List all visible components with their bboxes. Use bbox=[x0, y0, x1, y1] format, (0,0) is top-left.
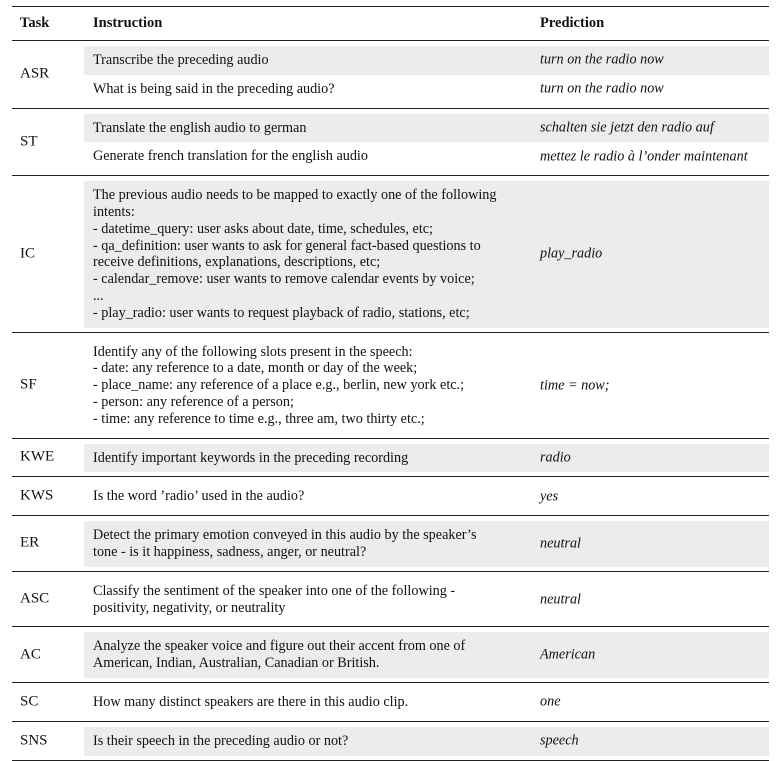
table-rule bbox=[12, 40, 769, 41]
instruction-line: - person: any reference of a person; bbox=[93, 393, 294, 410]
instruction-cell bbox=[93, 694, 523, 711]
instruction-line: The previous audio needs to be mapped to exactly one of the following bbox=[93, 187, 497, 204]
table-row bbox=[84, 727, 769, 756]
table-header bbox=[12, 6, 769, 40]
instruction-cell bbox=[93, 187, 523, 321]
task-group bbox=[12, 722, 769, 760]
instruction-line: - date: any reference to a date, month or day of the week; bbox=[93, 360, 418, 377]
instruction-line: What is being said in the preceding audio? bbox=[93, 80, 335, 97]
task-group bbox=[12, 516, 769, 571]
instruction-line: Detect the primary emotion conveyed in this audio by the speaker’s bbox=[93, 527, 477, 544]
task-group bbox=[12, 683, 769, 721]
table-rule bbox=[12, 571, 769, 572]
task-group bbox=[12, 627, 769, 682]
table-rule bbox=[12, 626, 769, 627]
instruction-cell bbox=[93, 81, 523, 98]
table-rule bbox=[12, 515, 769, 516]
instruction-cell bbox=[93, 120, 523, 137]
prediction-cell: turn on the radio now bbox=[540, 51, 664, 68]
instruction-line: Is their speech in the preceding audio or not? bbox=[93, 732, 349, 749]
table-row bbox=[84, 75, 769, 104]
instruction-line: American, Indian, Australian, Canadian or British. bbox=[93, 655, 380, 672]
task-group bbox=[12, 109, 769, 176]
task-label: ASC bbox=[20, 590, 50, 607]
instruction-cell bbox=[93, 488, 523, 505]
task-label: SNS bbox=[20, 732, 48, 749]
table-row bbox=[84, 521, 769, 567]
table-rule bbox=[12, 438, 769, 439]
task-label: AC bbox=[20, 646, 41, 663]
instruction-line: - qa_definition: user wants to ask for general fact-based questions to bbox=[93, 237, 481, 254]
instruction-cell bbox=[93, 583, 523, 617]
instruction-line: intents: bbox=[93, 203, 135, 220]
instruction-line: receive definitions, explanations, descriptions, etc; bbox=[93, 254, 381, 271]
prediction-cell: one bbox=[540, 693, 561, 710]
prediction-cell: mettez le radio à l’onder maintenant bbox=[540, 148, 748, 165]
table-row bbox=[84, 632, 769, 678]
instruction-line: Generate french translation for the english audio bbox=[93, 148, 368, 165]
task-label: ST bbox=[20, 133, 38, 150]
table-rule bbox=[12, 476, 769, 477]
task-group bbox=[12, 176, 769, 331]
instruction-cell bbox=[93, 638, 523, 672]
prediction-cell: time = now; bbox=[540, 377, 610, 394]
prediction-cell: American bbox=[540, 646, 596, 663]
instruction-line: Identify important keywords in the preceding recording bbox=[93, 449, 409, 466]
task-group bbox=[12, 572, 769, 627]
prediction-cell: schalten sie jetzt den radio auf bbox=[540, 119, 714, 136]
task-group bbox=[12, 41, 769, 108]
prediction-cell: yes bbox=[540, 488, 559, 505]
table-rule bbox=[12, 721, 769, 722]
instruction-cell bbox=[93, 344, 523, 428]
task-group bbox=[12, 477, 769, 515]
instruction-line: - time: any reference to time e.g., three am, two thirty etc.; bbox=[93, 410, 425, 427]
instruction-line: Identify any of the following slots present in the speech: bbox=[93, 343, 413, 360]
table-rule bbox=[12, 6, 769, 7]
table-row bbox=[84, 444, 769, 473]
table-row bbox=[84, 181, 769, 327]
table-rule bbox=[12, 108, 769, 109]
task-group bbox=[12, 439, 769, 477]
instruction-cell bbox=[93, 52, 523, 69]
instruction-cell bbox=[93, 527, 523, 561]
instruction-line: positivity, negativity, or neutrality bbox=[93, 599, 286, 616]
instruction-line: Transcribe the preceding audio bbox=[93, 52, 269, 68]
table-row bbox=[84, 46, 769, 75]
table-rule bbox=[12, 682, 769, 683]
task-label: KWS bbox=[20, 487, 54, 504]
instruction-line: Is the word ’radio’ used in the audio? bbox=[93, 488, 305, 505]
prediction-cell: play_radio bbox=[540, 245, 603, 262]
prediction-cell: turn on the radio now bbox=[540, 80, 664, 97]
task-label: ASR bbox=[20, 65, 50, 82]
prediction-cell: neutral bbox=[540, 535, 581, 552]
prediction-cell: radio bbox=[540, 449, 571, 466]
task-label: KWE bbox=[20, 448, 55, 465]
task-label: ER bbox=[20, 534, 40, 551]
instruction-line: tone - is it happiness, sadness, anger, or neutral? bbox=[93, 543, 367, 560]
prediction-cell: neutral bbox=[540, 591, 581, 608]
instruction-cell bbox=[93, 148, 523, 165]
table-row bbox=[84, 688, 769, 717]
table-row bbox=[84, 114, 769, 143]
table-row bbox=[84, 338, 769, 434]
instruction-line: - calendar_remove: user wants to remove calendar events by voice; bbox=[93, 271, 475, 288]
table-row bbox=[84, 577, 769, 623]
table-rule bbox=[12, 332, 769, 333]
instruction-line: Classify the sentiment of the speaker into one of the following - bbox=[93, 582, 456, 599]
table-row bbox=[84, 142, 769, 171]
header-task: Task bbox=[20, 15, 50, 31]
task-label: SF bbox=[20, 376, 37, 393]
instruction-cell bbox=[93, 450, 523, 467]
instruction-cell bbox=[93, 733, 523, 750]
task-label: SC bbox=[20, 693, 39, 710]
task-label: IC bbox=[20, 245, 35, 262]
instruction-line: ... bbox=[93, 287, 104, 304]
instruction-line: Translate the english audio to german bbox=[93, 119, 307, 136]
task-group bbox=[12, 333, 769, 438]
header-instruction: Instruction bbox=[93, 15, 163, 31]
table-row bbox=[84, 482, 769, 511]
instruction-line: How many distinct speakers are there in this audio clip. bbox=[93, 694, 409, 710]
instruction-line: - play_radio: user wants to request playback of radio, stations, etc; bbox=[93, 304, 470, 321]
instruction-line: Analyze the speaker voice and figure out their accent from one of bbox=[93, 638, 466, 655]
header-prediction: Prediction bbox=[540, 15, 605, 31]
prediction-cell: speech bbox=[540, 732, 579, 749]
table-rule bbox=[12, 175, 769, 176]
instruction-line: - datetime_query: user asks about date, time, schedules, etc; bbox=[93, 220, 433, 237]
instruction-line: - place_name: any reference of a place e.g., berlin, new york etc.; bbox=[93, 377, 465, 394]
